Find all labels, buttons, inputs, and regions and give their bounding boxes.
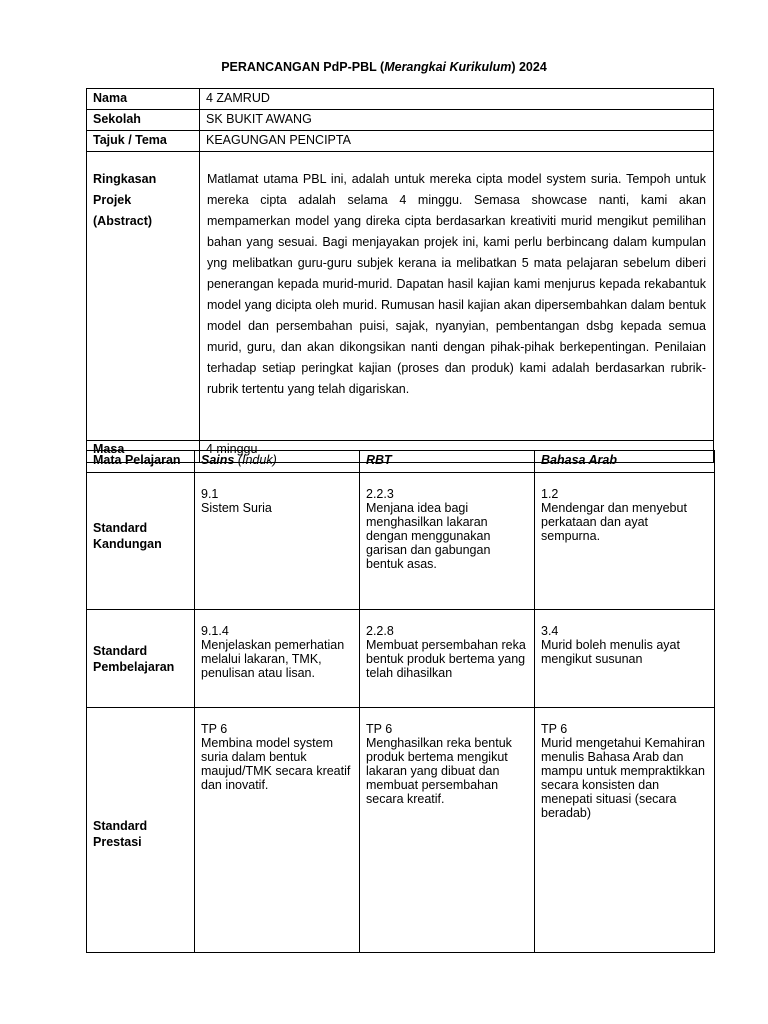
sk-rbt-code: 2.2.3 bbox=[366, 487, 394, 501]
masa-value: 4 minggu bbox=[200, 441, 714, 463]
spr-sains-cell bbox=[195, 708, 360, 953]
spr-arab-text: Murid mengetahui Kemahiran menulis Bahasa Arab dan mampu untuk mempraktikkan secara konsisten dan menepati situasi (secara beradab) bbox=[541, 736, 705, 820]
ringkasan-label-line-1: Ringkasan bbox=[93, 172, 157, 186]
masa-label: Masa bbox=[87, 441, 200, 463]
spr-arab-code: TP 6 bbox=[541, 722, 568, 736]
sk-arab-code: 1.2 bbox=[541, 487, 559, 501]
title-suffix: ) 2024 bbox=[511, 60, 547, 74]
sk-arab-cell bbox=[535, 473, 715, 610]
arab-header bbox=[535, 451, 715, 473]
spr-label-line-2: Prestasi bbox=[93, 835, 142, 849]
rbt-name: RBT bbox=[366, 453, 392, 467]
sp-arab-cell bbox=[535, 610, 715, 708]
spr-rbt-text: Menghasilkan reka bentuk produk bertema mengikut lakaran yang dibuat dan membuat persembahan secara kreatif. bbox=[366, 736, 512, 806]
sekolah-label: Sekolah bbox=[87, 110, 200, 131]
tajuk-value: KEAGUNGAN PENCIPTA bbox=[200, 131, 714, 152]
sains-note: (Induk) bbox=[234, 453, 277, 467]
standard-prestasi-row bbox=[87, 708, 715, 953]
standard-prestasi-label bbox=[87, 708, 195, 953]
subject-header-row bbox=[87, 451, 715, 473]
sp-rbt-code: 2.2.8 bbox=[366, 624, 394, 638]
project-info-table bbox=[86, 88, 714, 463]
sp-arab-code: 3.4 bbox=[541, 624, 559, 638]
sk-sains-cell bbox=[195, 473, 360, 610]
ringkasan-label-line-2: Projek bbox=[93, 193, 132, 207]
ringkasan-label-line-3: (Abstract) bbox=[93, 214, 153, 228]
nama-label: Nama bbox=[87, 89, 200, 110]
spr-rbt-cell bbox=[360, 708, 535, 953]
sk-label-line-2: Kandungan bbox=[93, 537, 162, 551]
spr-arab-cell bbox=[535, 708, 715, 953]
spr-label-line-1: Standard bbox=[93, 819, 148, 833]
standard-pembelajaran-row bbox=[87, 610, 715, 708]
ringkasan-label bbox=[87, 152, 200, 441]
nama-row bbox=[87, 89, 714, 110]
ringkasan-row bbox=[87, 152, 714, 441]
standard-kandungan-row bbox=[87, 473, 715, 610]
spr-sains-code: TP 6 bbox=[201, 722, 228, 736]
sekolah-row bbox=[87, 110, 714, 131]
standards-table bbox=[86, 450, 715, 953]
ringkasan-text: Matlamat utama PBL ini, adalah untuk mereka cipta model system suria. Tempoh untuk mereka cipta adalah selama 4 minggu. Semasa showcase nanti, kami akan mempamerkan model yang direka cipta berdasarkan kreativiti murid mengikut pemilihan bahan yang sesuai. Bagi menjayakan projek ini, kami perlu berbincang dalam kumpulan yng melibatkan guru-guru subjek kerana ia melibatkan 5 mata pelajaran sebelum diberi penerangan kepada murid-murid. Dapatan hasil kajian kami menjurus kepada rekabantuk model yang dicipta oleh murid. Rumusan hasil kajian akan dipersembahkan dalam bentuk model dan persembahan puisi, sajak, nyanyian, pembentangan dsbg kepada semua murid, guru, dan akan dikongsikan nanti dengan pihak-pihak berkepentingan. Penilaian terhadap setiap peringkat kajian (proses dan produk) kami adalah berdasarkan rubrik-rubrik tertentu yang telah digariskan. bbox=[200, 152, 714, 441]
sp-rbt-cell bbox=[360, 610, 535, 708]
spr-sains-text: Membina model system suria dalam bentuk maujud/TMK secara kreatif dan inovatif. bbox=[201, 736, 351, 792]
arab-name: Bahasa Arab bbox=[541, 453, 617, 467]
sp-sains-text: Menjelaskan pemerhatian melalui lakaran, TMK, penulisan atau lisan. bbox=[201, 638, 345, 680]
sp-rbt-text: Membuat persembahan reka bentuk produk bertema yang telah dihasilkan bbox=[366, 638, 526, 680]
title-prefix: PERANCANGAN PdP-PBL ( bbox=[221, 60, 385, 74]
document-title bbox=[0, 59, 768, 75]
sp-label-line-2: Pembelajaran bbox=[93, 659, 175, 674]
sk-rbt-cell bbox=[360, 473, 535, 610]
sp-sains-code: 9.1.4 bbox=[201, 624, 229, 638]
sains-header bbox=[195, 451, 360, 473]
sk-arab-text: Mendengar dan menyebut perkataan dan ayat sempurna. bbox=[541, 501, 687, 543]
sp-sains-cell bbox=[195, 610, 360, 708]
rbt-header bbox=[360, 451, 535, 473]
standard-pembelajaran-label bbox=[87, 610, 195, 708]
sp-arab-text: Murid boleh menulis ayat mengikut susunan bbox=[541, 638, 680, 666]
nama-value: 4 ZAMRUD bbox=[200, 89, 714, 110]
sk-label-line-1: Standard bbox=[93, 521, 148, 535]
sp-label-line-1: Standard bbox=[93, 643, 148, 658]
title-italic: Merangkai Kurikulum bbox=[384, 60, 512, 74]
mata-pelajaran-label: Mata Pelajaran bbox=[87, 451, 195, 473]
spr-rbt-code: TP 6 bbox=[366, 722, 393, 736]
sains-name: Sains bbox=[201, 453, 235, 467]
tajuk-label: Tajuk / Tema bbox=[87, 131, 200, 152]
tajuk-row bbox=[87, 131, 714, 152]
sk-rbt-text: Menjana idea bagi menghasilkan lakaran dengan menggunakan garisan dan gabungan bentuk asas. bbox=[366, 501, 491, 571]
standard-kandungan-label bbox=[87, 473, 195, 610]
sekolah-value: SK BUKIT AWANG bbox=[200, 110, 714, 131]
sk-sains-text: Sistem Suria bbox=[201, 501, 272, 515]
sk-sains-code: 9.1 bbox=[201, 487, 219, 501]
